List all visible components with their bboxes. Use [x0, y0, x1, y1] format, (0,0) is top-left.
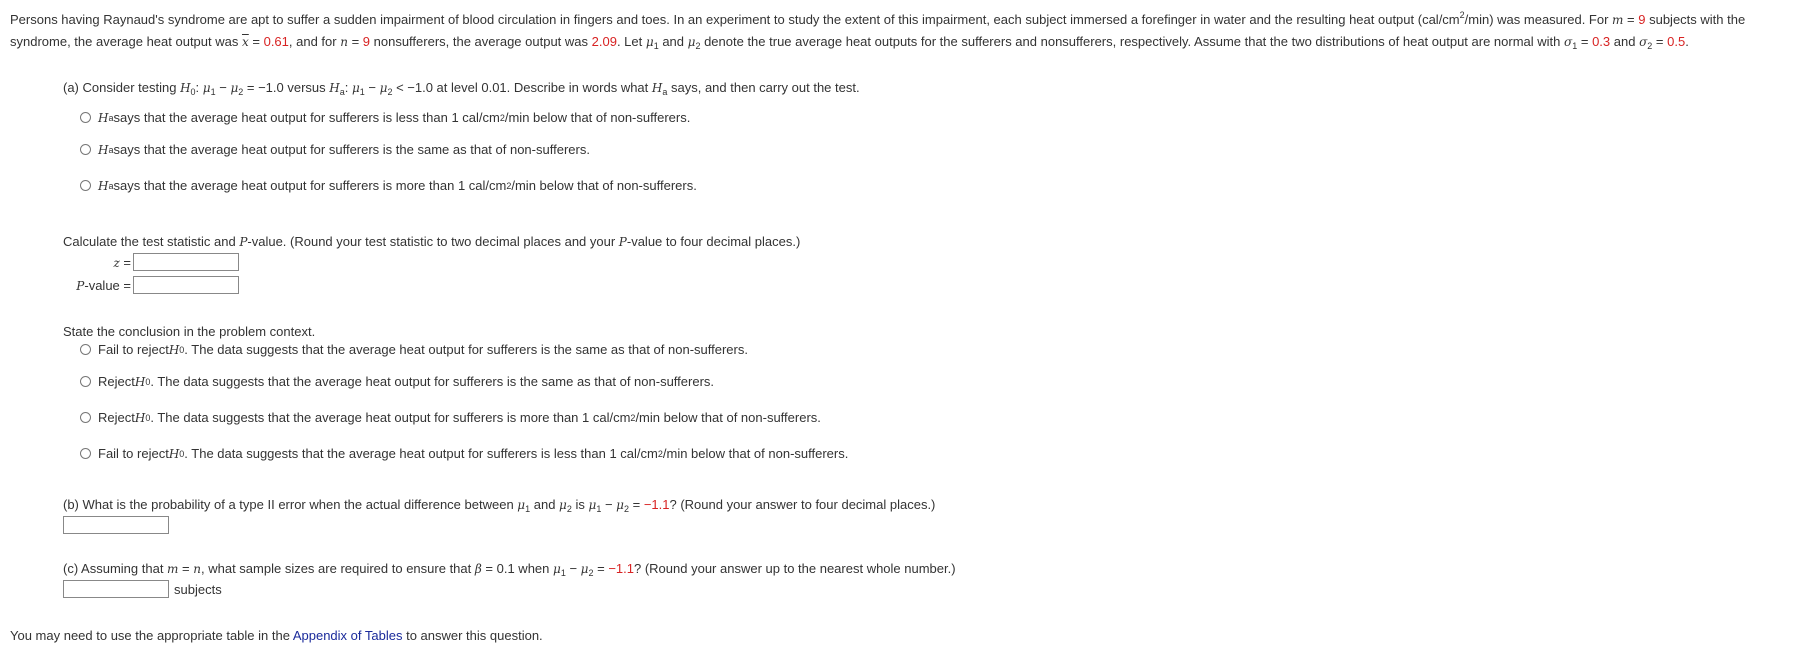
conclusion-option-reject-same[interactable]: Reject H 0 . The data suggests that the average heat output for sufferers is the same as that of non-sufferers. [80, 374, 714, 389]
actual-difference-value: −1.1 [643, 497, 670, 512]
radio-button[interactable] [80, 412, 91, 423]
radio-button[interactable] [80, 448, 91, 459]
ha-option-same[interactable]: H a says that the average heat output for sufferers is the same as that of non-sufferers. [80, 142, 590, 157]
conclusion-prompt: State the conclusion in the problem context. [63, 324, 316, 339]
z-field-row [63, 253, 239, 271]
radio-button[interactable] [80, 144, 91, 155]
target-difference-value: −1.1 [608, 561, 634, 576]
z-input[interactable] [133, 253, 239, 271]
conclusion-option-fail-same[interactable]: Fail to reject H 0 . The data suggests that the average heat output for sufferers is the same as that of non-sufferers. [80, 342, 748, 357]
z-label: z = [113, 254, 131, 270]
sample-size-input[interactable] [63, 580, 169, 598]
radio-button[interactable] [80, 344, 91, 355]
radio-button[interactable] [80, 112, 91, 123]
conclusion-option-fail-less[interactable]: Fail to reject H 0 . The data suggests that the average heat output for sufferers is less than 1 cal/cm 2 /min below that of non-sufferers. [80, 446, 848, 461]
conclusion-option-reject-more[interactable]: Reject H 0 . The data suggests that the average heat output for sufferers is more than 1 cal/cm 2 /min below that of non-sufferers. [80, 410, 821, 425]
ybar-value: 2.09 [591, 34, 617, 49]
calculate-instructions: Calculate the test statistic and P-value. (Round your test statistic to two decimal places and your P-value to four decimal places.) [63, 234, 801, 249]
appendix-of-tables-link[interactable]: Appendix of Tables [292, 628, 403, 643]
xbar-value: 0.61 [263, 34, 289, 49]
part-c-question: (c) Assuming that m = n, what sample sizes are required to ensure that β = 0.1 when $\mu_1 - \mu_2 = -1.1$? (Round your answer up to the nearest whole number.) [63, 561, 956, 578]
n-value: 9 [362, 34, 371, 49]
subjects-unit-label: subjects [174, 581, 222, 597]
part-b-question: (b) What is the probability of a type II error when the actual difference between $\mu_1$ and $\mu_2$ is $\mu_1 - \mu_2 = -1.1$? (Round your answer to four decimal places.) [63, 497, 936, 514]
footer-note: You may need to use the appropriate table in the Appendix of Tables to answer this question. [10, 628, 543, 643]
sigma2-value: 0.5 [1667, 34, 1686, 49]
radio-button[interactable] [80, 180, 91, 191]
m-value: 9 [1638, 12, 1646, 27]
part-c-field-row [63, 580, 222, 598]
radio-button[interactable] [80, 376, 91, 387]
ha-option-less-than[interactable]: H a says that the average heat output for sufferers is less than 1 cal/cm 2 /min below that of non-sufferers. [80, 110, 690, 125]
sigma1-value: 0.3 [1592, 34, 1611, 49]
p-value-label: P-value = [76, 277, 131, 293]
ha-option-more-than[interactable]: H a says that the average heat output for sufferers is more than 1 cal/cm 2 /min below that of non-sufferers. [80, 178, 697, 193]
part-b-field-row [63, 516, 169, 534]
part-a-question: (a) Consider testing $H_0$: $\mu_1 - \mu_2 = -1.0$ versus $H_a$: $\mu_1 - \mu_2 < -1.0$ at level 0.01. Describe in words what $H_a$ says, and then carry out the test. [63, 80, 860, 97]
problem-statement: Persons having Raynaud's syndrome are apt to suffer a sudden impairment of blood circulation in fingers and toes. In an experiment to study the extent of this impairment, each subject immersed a forefinger in water and the resulting heat output $(cal/cm^2/\min)$ was measured. For m = 9 subjects with the syndrome, the average heat output was $\overline{x} = 0.61$, and for n = 9 nonsufferers, the average output was 2.09. Let $\mu_1$ and $\mu_2$ denote the true average heat outputs for the sufferers and nonsufferers, respectively. Assume that the two distributions of heat output are normal with $\sigma_1 = 0.3$ and $\sigma_2 = 0.5$. [10, 10, 1746, 51]
p-value-field-row [63, 276, 239, 294]
p-value-input[interactable] [133, 276, 239, 294]
type-ii-error-input[interactable] [63, 516, 169, 534]
